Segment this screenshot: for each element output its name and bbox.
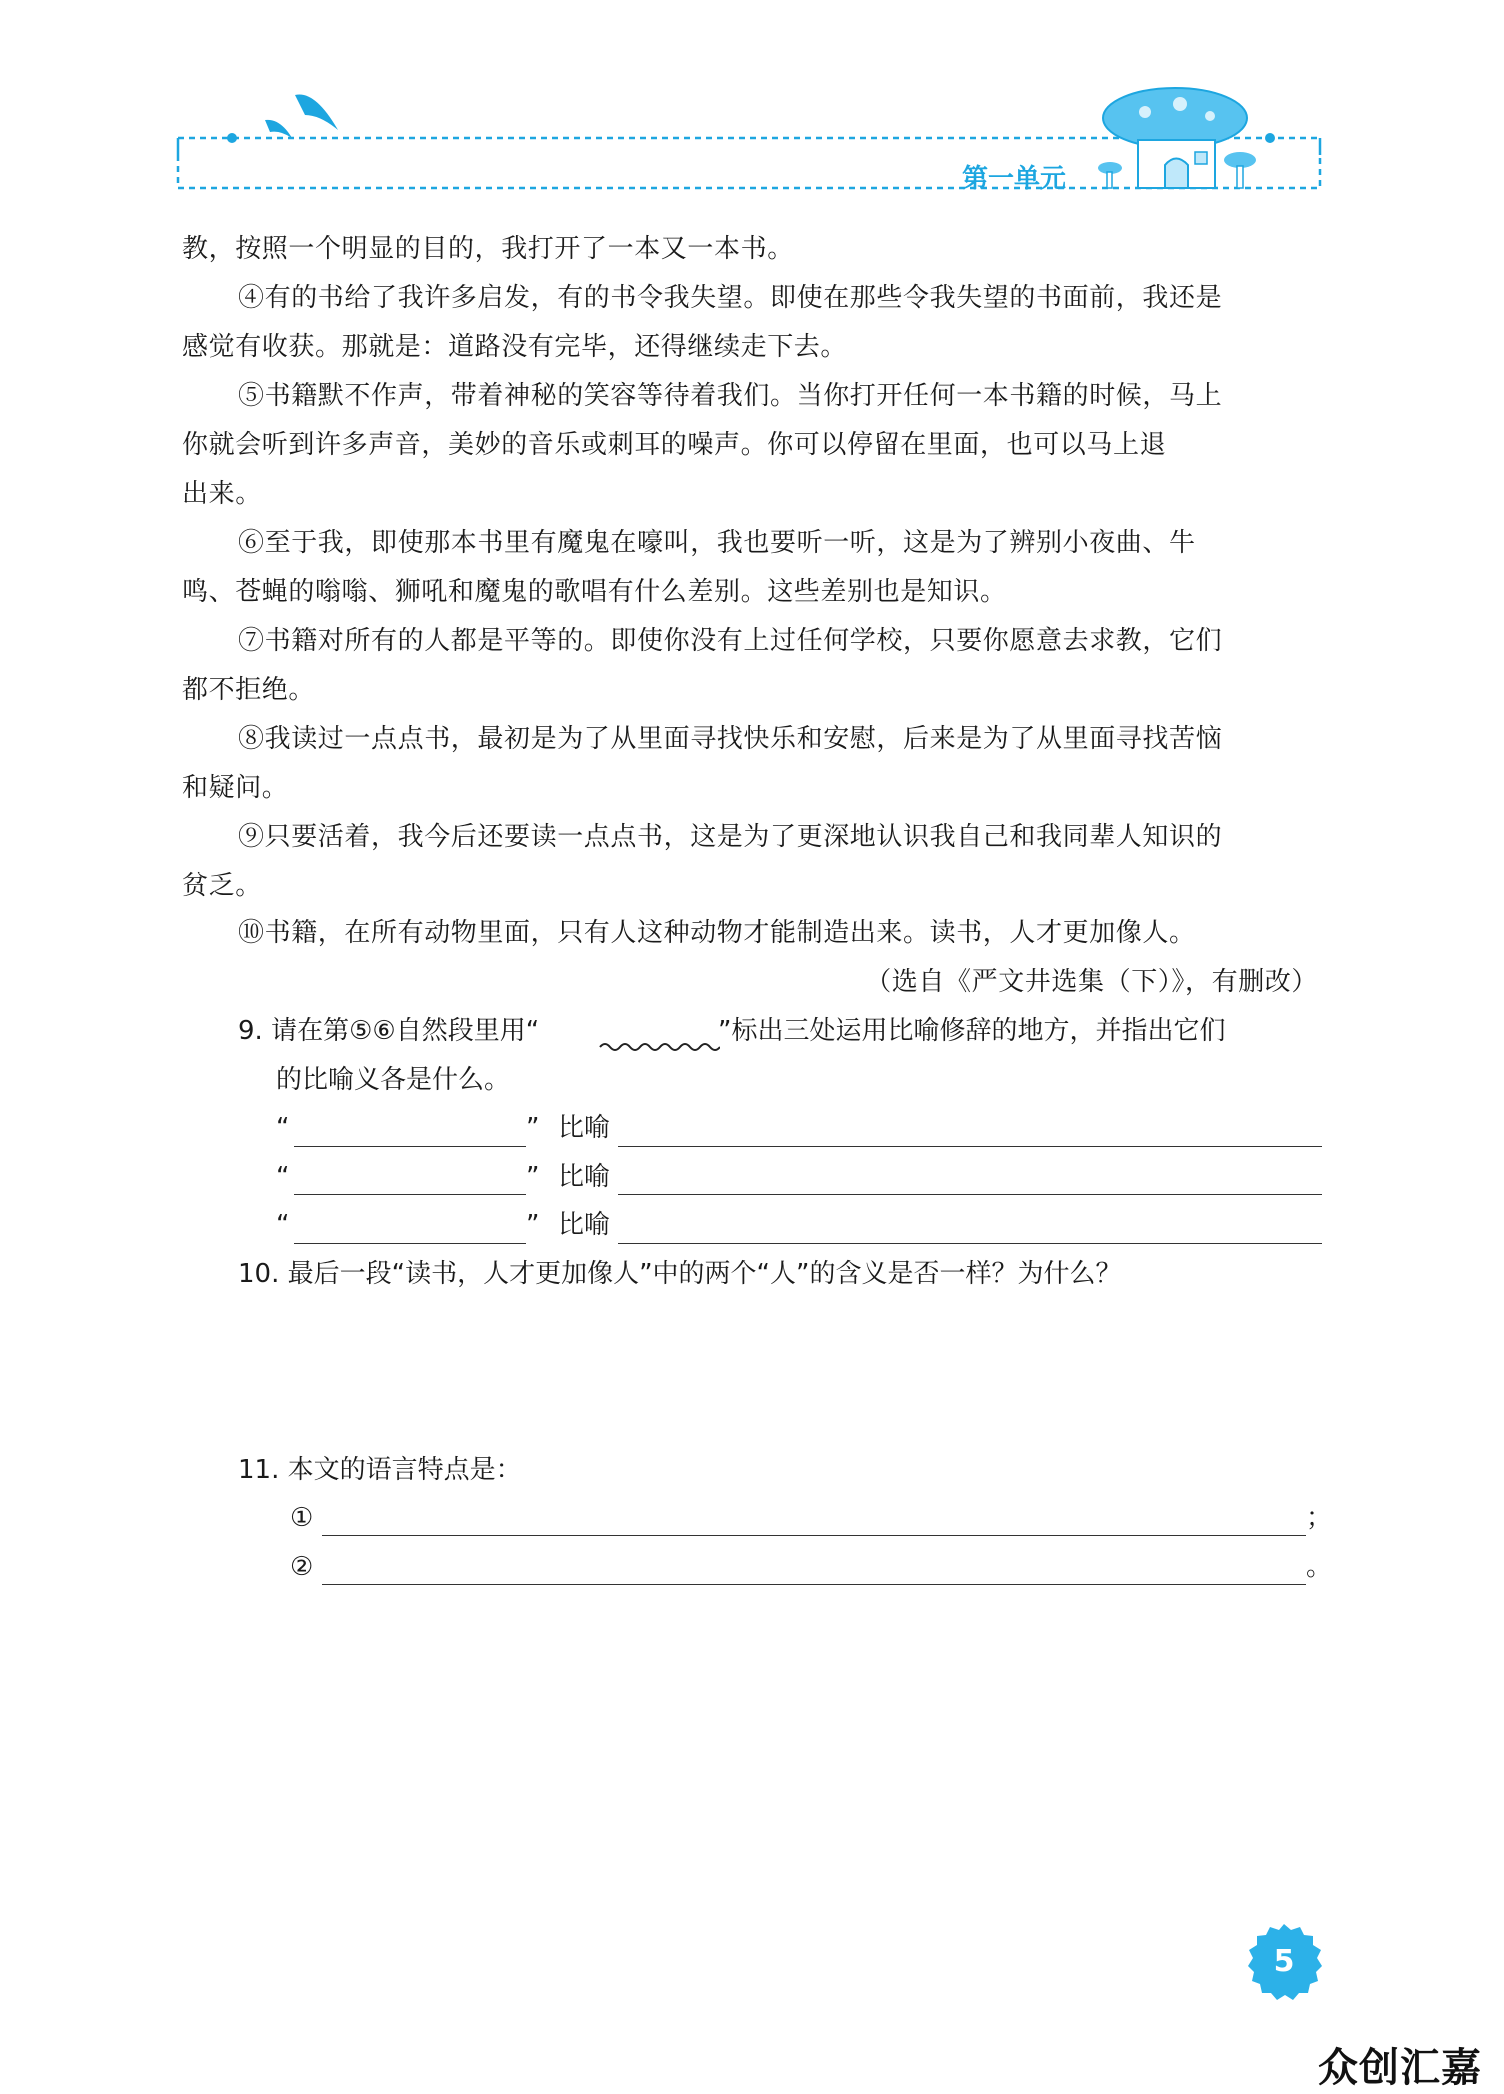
watermark: 众创汇嘉 (1318, 2045, 1482, 2091)
page-number: 5 (1273, 1944, 1295, 1979)
language-feature-field-1[interactable] (322, 1535, 1306, 1536)
language-feature-field-2[interactable] (322, 1584, 1306, 1585)
passage-line: 都不拒绝。 (182, 675, 316, 705)
passage-line: ⑤书籍默不作声，带着神秘的笑容等待着我们。当你打开任何一本书籍的时候，马上 (238, 381, 1223, 411)
metaphor-text-field[interactable] (294, 1243, 526, 1244)
passage-line: ⑧我读过一点点书，最初是为了从里面寻找快乐和安慰，后来是为了从里面寻找苦恼 (238, 724, 1223, 754)
passage-line: 感觉有收获。那就是：道路没有完毕，还得继续走下去。 (182, 332, 848, 362)
answer-end-2: 。 (1306, 1552, 1333, 1582)
passage-line: 和疑问。 (182, 773, 289, 803)
passage-line: 出来。 (182, 479, 262, 509)
passage-line: 你就会听到许多声音，美妙的音乐或刺耳的噪声。你可以停留在里面，也可以马上退 (182, 430, 1167, 460)
question-10: 10. 最后一段“读书，人才更加像人”中的两个“人”的含义是否一样？为什么？ (238, 1259, 1122, 1289)
header-banner (170, 60, 1340, 200)
question-10-answer-area[interactable] (276, 1300, 1322, 1440)
open-quote: “ (276, 1210, 290, 1240)
question-9-part-a: 9. 请在第⑤⑥自然段里用“ (238, 1016, 540, 1046)
question-9-part-b: ”标出三处运用比喻修辞的地方，并指出它们 (718, 1016, 1226, 1046)
metaphor-text-field[interactable] (294, 1194, 526, 1195)
wavy-underline-icon (598, 1040, 720, 1054)
passage-line: 贫乏。 (182, 871, 262, 901)
question-11: 11. 本文的语言特点是： (238, 1455, 522, 1485)
passage-line: ⑥至于我，即使那本书里有魔鬼在嚎叫，我也要听一听，这是为了辨别小夜曲、牛 (238, 528, 1196, 558)
passage-line: 教，按照一个明显的目的，我打开了一本又一本书。 (182, 234, 794, 264)
answer-marker-2: ② (290, 1552, 314, 1582)
metaphor-meaning-field[interactable] (618, 1146, 1322, 1147)
metaphor-label: 比喻 (558, 1162, 611, 1192)
open-quote: “ (276, 1162, 290, 1192)
answer-end-1: ； (1306, 1503, 1333, 1533)
close-quote: ” (526, 1113, 540, 1143)
metaphor-label: 比喻 (558, 1113, 611, 1143)
passage-line: ⑦书籍对所有的人都是平等的。即使你没有上过任何学校，只要你愿意去求教，它们 (238, 626, 1223, 656)
mushroom-house-icon (1098, 88, 1256, 188)
metaphor-label: 比喻 (558, 1210, 611, 1240)
answer-marker-1: ① (290, 1503, 314, 1533)
passage-line: ⑨只要活着，我今后还要读一点点书，这是为了更深地认识我自己和我同辈人知识的 (238, 822, 1223, 852)
close-quote: ” (526, 1210, 540, 1240)
close-quote: ” (526, 1162, 540, 1192)
bird-icon (295, 94, 338, 130)
question-9-part-c: 的比喻义各是什么。 (276, 1065, 511, 1095)
bird-icon (265, 120, 292, 138)
metaphor-text-field[interactable] (294, 1146, 526, 1147)
metaphor-meaning-field[interactable] (618, 1194, 1322, 1195)
passage-line: 鸣、苍蝇的嗡嗡、狮吼和魔鬼的歌唱有什么差别。这些差别也是知识。 (182, 577, 1007, 607)
unit-title: 第一单元 (962, 164, 1067, 194)
passage-line: ④有的书给了我许多启发，有的书令我失望。即使在那些令我失望的书面前，我还是 (238, 283, 1223, 313)
passage-source: （选自《严文井选集（下）》，有删改） (865, 967, 1318, 997)
open-quote: “ (276, 1113, 290, 1143)
metaphor-meaning-field[interactable] (618, 1243, 1322, 1244)
passage-line: ⑩书籍，在所有动物里面，只有人这种动物才能制造出来。读书，人才更加像人。 (238, 918, 1196, 948)
